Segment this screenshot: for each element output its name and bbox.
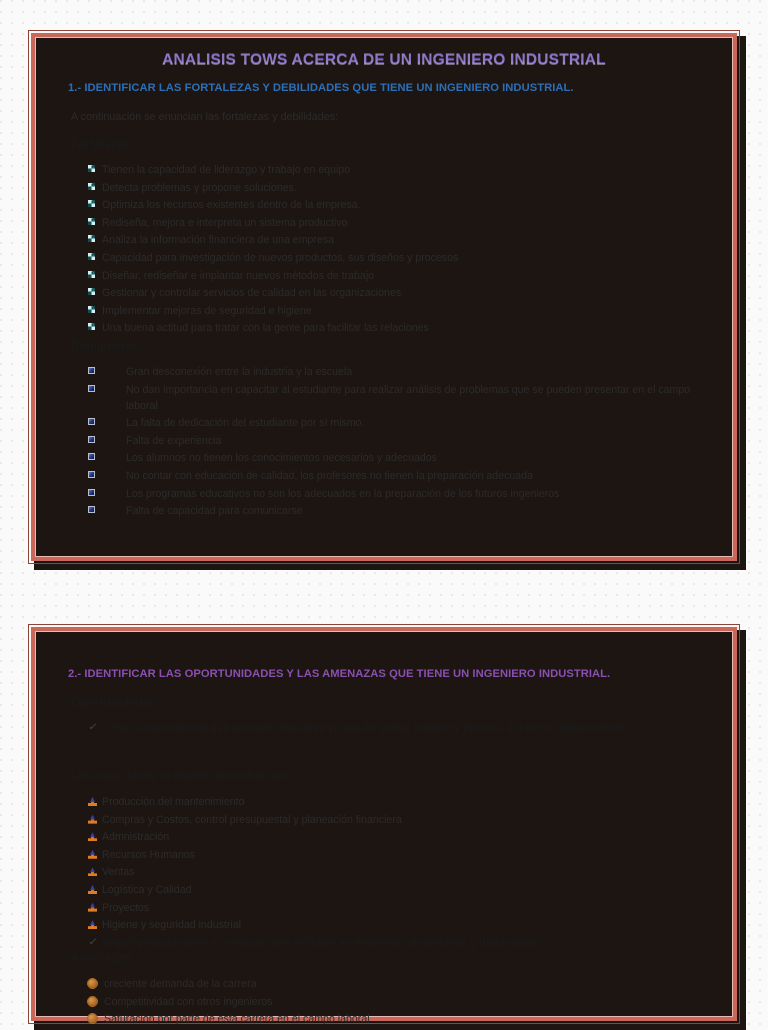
list-item — [88, 268, 708, 284]
orange-arrow-bullet-icon — [88, 850, 102, 859]
list-item — [88, 976, 708, 992]
list-item — [88, 864, 708, 880]
checker-square-bullet-icon — [88, 288, 102, 295]
oportunidades-highlight-list — [88, 720, 678, 736]
list-item-text: Falta de experiencia — [126, 434, 222, 447]
list-item — [88, 415, 733, 431]
blue-square-bullet-icon — [88, 418, 126, 425]
gear-bullet-icon — [88, 1014, 104, 1023]
list-item-text: Gran desconexión entre la industria y la escuela — [126, 366, 353, 378]
list-item — [88, 812, 708, 828]
slide-1-content — [36, 38, 732, 556]
list-item — [88, 1011, 708, 1027]
slide-1-heading: 1.- IDENTIFICAR LAS FORTALEZAS Y DEBILIDADES QUE TIENE UN INGENIERO INDUSTRIAL. — [68, 82, 574, 94]
list-item-text: Competitividad con otros ingenieros — [104, 995, 273, 1008]
list-item-text: Producción del mantenimiento — [102, 796, 245, 808]
list-item-text: Diseñar, rediseñar e implantar nuevos métodos de trabajo — [102, 269, 375, 282]
checker-square-bullet-icon — [88, 165, 102, 172]
checker-square-bullet-icon — [88, 183, 102, 190]
list-item — [88, 486, 733, 502]
list-item-text: Implementar mejoras de seguridad e higiene — [102, 304, 312, 317]
checkmark-bullet-icon: ✓ — [88, 722, 97, 733]
blue-square-bullet-icon — [88, 385, 126, 392]
list-item-text: Gran campo laboral que presenta esta área ya sea en sector público y privado, así como independiente. — [108, 722, 631, 734]
list-item-text: Los alumnos no tienen los conocimientos necesarios y adecuados — [126, 452, 437, 465]
list-item — [88, 303, 708, 319]
list-item — [88, 450, 733, 466]
checker-square-bullet-icon — [88, 271, 102, 278]
list-item — [88, 197, 708, 213]
list-item-text: Analiza la información financiera de una empresa — [102, 234, 335, 247]
oportunidades-label: Oportunidades: — [71, 695, 161, 709]
list-item — [88, 382, 733, 414]
orange-arrow-bullet-icon — [88, 797, 102, 806]
list-item — [88, 994, 708, 1010]
list-item-text: Saturación por parte de esta carrera en el campo laboral — [104, 1013, 370, 1026]
list-item-text: Tienen la capacidad de liderazgo y trabajo en equipo — [102, 164, 351, 176]
list-item — [88, 900, 708, 916]
list-item-text: Gestionar y controlar servicios de calidad en las organizaciones — [102, 287, 402, 300]
gear-bullet-icon — [88, 997, 104, 1006]
list-item-text: Falta de capacidad para comunicarse — [126, 505, 303, 518]
list-item-text: Higiene y seguridad industrial — [102, 919, 241, 932]
orange-arrow-bullet-icon — [88, 903, 102, 912]
list-item-text: Admnistración — [102, 831, 170, 844]
checker-square-bullet-icon — [88, 200, 102, 207]
list-item — [88, 285, 708, 301]
list-item — [88, 433, 733, 449]
list-item-text: La falta de dedicación del estudiante por sí mismo. — [126, 417, 365, 430]
list-item — [88, 935, 708, 951]
list-item-text: Ventas — [102, 866, 135, 879]
slide-2-frame — [28, 624, 740, 1024]
list-item-text: Capacidad para investigación de nuevos productos, sus diseños y procesos — [102, 251, 459, 264]
slide-2-heading: 2.- IDENTIFICAR LAS OPORTUNIDADES Y LAS AMENAZAS QUE TIENE UN INGENIERO INDUSTRIAL. — [68, 668, 611, 680]
list-item-text: Proyectos — [102, 901, 150, 914]
checker-square-bullet-icon — [88, 323, 102, 330]
slide-2-content — [36, 632, 732, 1026]
list-item-text: Los programas educativos no son los adecuados en la preparación de los futuros ingenieros — [126, 487, 560, 500]
areas-intro-text: Las áreas donde se pueden encontrar son: — [71, 770, 292, 782]
list-item — [88, 180, 708, 196]
list-item — [88, 215, 708, 231]
orange-arrow-bullet-icon — [88, 832, 102, 841]
deck-title: ANALISIS TOWS ACERCA DE UN INGENIERO INDUSTRIAL — [36, 51, 732, 69]
list-item — [88, 847, 708, 863]
list-item — [88, 917, 708, 933]
checker-square-bullet-icon — [88, 218, 102, 225]
list-item — [88, 320, 708, 336]
list-item — [88, 829, 708, 845]
list-item — [88, 794, 708, 810]
blue-square-bullet-icon — [88, 471, 126, 478]
list-item — [88, 364, 733, 380]
list-item-text: creciente demanda de la carrera — [104, 978, 257, 990]
list-item — [88, 250, 708, 266]
slide-1-frame — [28, 30, 740, 564]
list-item-text: Seguir preparándose y continuar con estudios en maestrías, doctorados y diplomados. — [102, 936, 542, 949]
list-item — [88, 503, 733, 519]
gear-bullet-icon — [88, 979, 104, 988]
list-item — [88, 882, 708, 898]
orange-arrow-bullet-icon — [88, 867, 102, 876]
orange-arrow-bullet-icon — [88, 885, 102, 894]
areas-list — [88, 794, 708, 951]
list-item-text: No dan importancia en capacitar al estudiante para realizar análisis de problemas que se pueden presentar en el campo laboral — [126, 383, 691, 412]
list-item-text: Rediseña, mejora e interpreta un sistema productivo — [102, 216, 348, 229]
list-item-text: Una buena actitud para tratar con la gente para facilitar las relaciones — [102, 322, 429, 335]
amenazas-list — [88, 976, 708, 1027]
list-item-text: Recursos Humanos — [102, 848, 196, 861]
blue-square-bullet-icon — [88, 489, 126, 496]
blue-square-bullet-icon — [88, 506, 126, 513]
list-item-text: Compras y Costos, control presupuestal y planeación financiera — [102, 813, 402, 826]
checker-square-bullet-icon — [88, 235, 102, 242]
list-item — [88, 232, 708, 248]
blue-square-bullet-icon — [88, 453, 126, 460]
fortalezas-list — [88, 162, 708, 336]
fortalezas-label: Fortalezas: — [71, 137, 135, 151]
debilidades-label: Debilidades: — [71, 339, 143, 353]
list-item — [88, 468, 733, 484]
amenazas-label: Amenazas: — [71, 950, 135, 964]
blue-square-bullet-icon — [88, 436, 126, 443]
checker-square-bullet-icon — [88, 306, 102, 313]
list-item-text: Optimiza los recursos existentes dentro de la empresa. — [102, 199, 361, 212]
slide-1-intro-text: A continuación se enuncian las fortalezas y debilidades: — [71, 111, 339, 123]
list-item — [88, 720, 678, 736]
list-item-text: No contar con educación de calidad, los profesores no tienen la preparación adecuada — [126, 470, 533, 483]
list-item — [88, 162, 708, 178]
orange-arrow-bullet-icon — [88, 815, 102, 824]
list-item-text: Logística y Calidad — [102, 883, 192, 896]
list-item-text: Detecta problemas y propone soluciones. — [102, 181, 297, 194]
orange-arrow-bullet-icon — [88, 920, 102, 929]
debilidades-list — [88, 364, 733, 519]
blue-square-bullet-icon — [88, 367, 126, 374]
checker-square-bullet-icon — [88, 253, 102, 260]
checkmark-bullet-icon: ✓ — [88, 936, 97, 948]
